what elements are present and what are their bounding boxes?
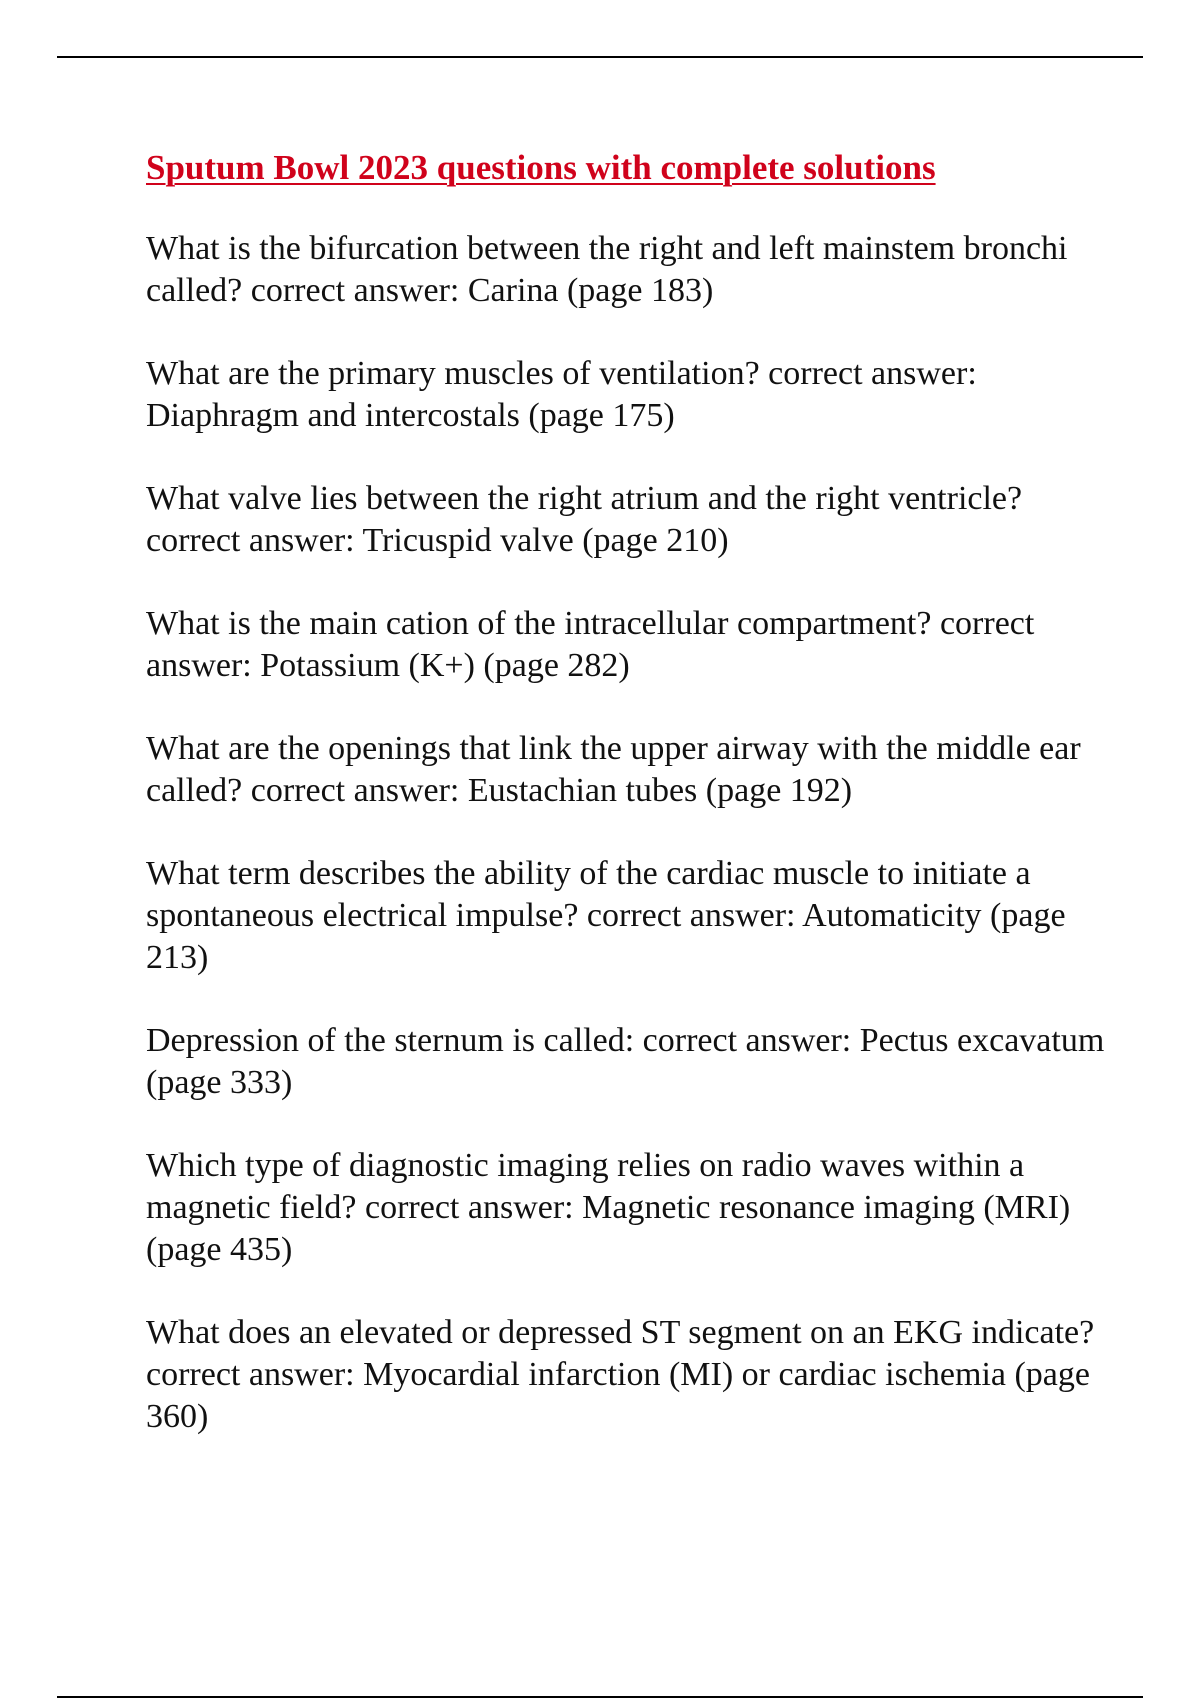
header-rule — [57, 56, 1143, 58]
qa-item: What term describes the ability of the cardiac muscle to initiate a spontaneous electrical impulse? correct answer: Automaticity (page 213) — [146, 855, 1066, 976]
document-title: Sputum Bowl 2023 questions with complete solutions — [146, 148, 936, 187]
qa-list — [146, 228, 1106, 1438]
document-body — [146, 148, 1106, 1479]
qa-item: What is the main cation of the intracellular compartment? correct answer: Potassium (K+) (page 282) — [146, 605, 1035, 684]
footer-rule — [57, 1696, 1143, 1698]
qa-item: What valve lies between the right atrium and the right ventricle? correct answer: Tricuspid valve (page 210) — [146, 480, 1023, 559]
qa-item: What is the bifurcation between the right and left mainstem bronchi called? correct answer: Carina (page 183) — [146, 230, 1068, 309]
qa-item: What are the primary muscles of ventilation? correct answer: Diaphragm and intercostals (page 175) — [146, 355, 977, 434]
qa-item: What are the openings that link the upper airway with the middle ear called? correct answer: Eustachian tubes (page 192) — [146, 730, 1081, 809]
qa-item: What does an elevated or depressed ST segment on an EKG indicate? correct answer: Myocardial infarction (MI) or cardiac ischemia (page 360) — [146, 1314, 1095, 1435]
qa-item: Which type of diagnostic imaging relies on radio waves within a magnetic field? correct answer: Magnetic resonance imaging (MRI) (page 435) — [146, 1147, 1071, 1268]
qa-item: Depression of the sternum is called: correct answer: Pectus excavatum (page 333) — [146, 1022, 1105, 1101]
